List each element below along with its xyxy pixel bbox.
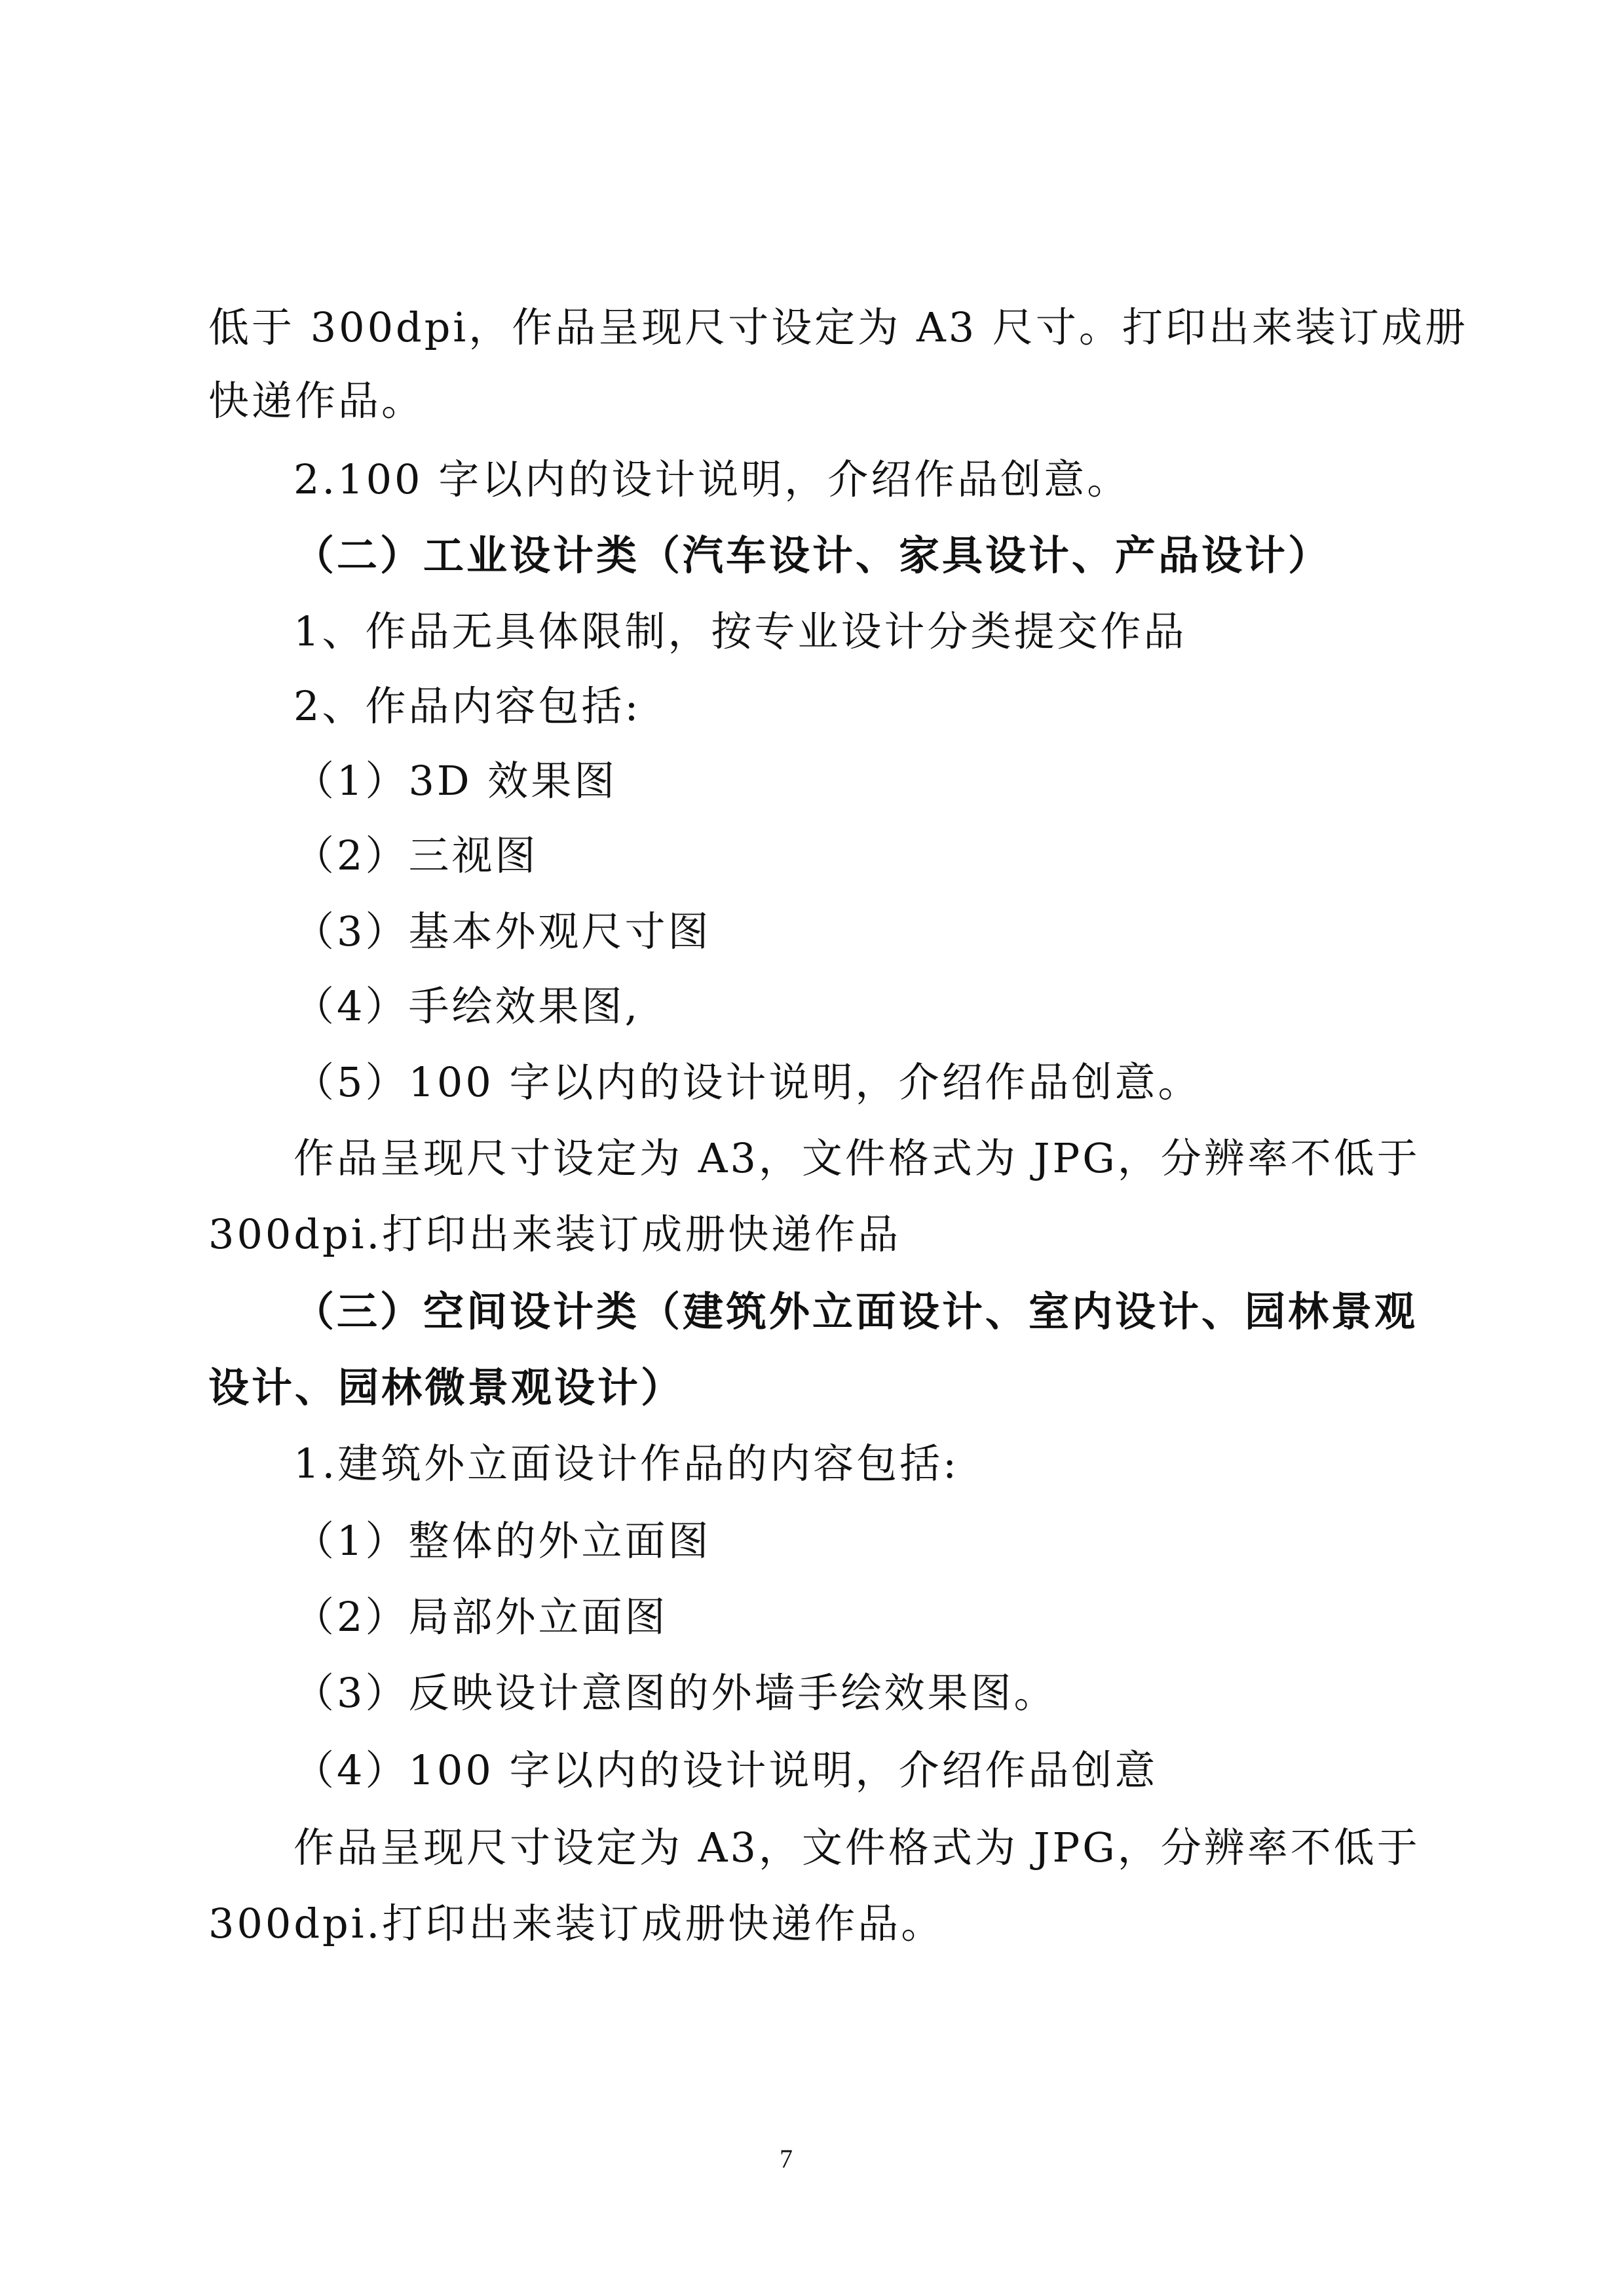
list-item: （2）局部外立面图: [293, 1593, 668, 1641]
paragraph-line: 作品呈现尺寸设定为 A3，文件格式为 JPG，分辨率不低于: [293, 1824, 1420, 1871]
list-item: （1）整体的外立面图: [293, 1517, 711, 1565]
section-heading: （二）工业设计类（汽车设计、家具设计、产品设计）: [293, 531, 1332, 579]
list-item: （3）基本外观尺寸图: [293, 908, 711, 955]
list-item: （4）100 字以内的设计说明，介绍作品创意: [293, 1746, 1158, 1794]
paragraph-line: 300dpi.打印出来装订成册快递作品。: [208, 1900, 945, 1947]
list-item: （5）100 字以内的设计说明，介绍作品创意。: [293, 1058, 1201, 1106]
section-heading: （三）空间设计类（建筑外立面设计、室内设计、园林景观: [293, 1288, 1418, 1335]
section-heading: 设计、园林微景观设计）: [208, 1364, 685, 1411]
list-item: （3）反映设计意图的外墙手绘效果图。: [293, 1669, 1057, 1717]
paragraph-line: 2.100 字以内的设计说明，介绍作品创意。: [293, 455, 1131, 503]
list-item: （1）3D 效果图: [293, 757, 618, 805]
paragraph-line: 快递作品。: [208, 377, 425, 425]
list-item: 1、作品无具体限制，按专业设计分类提交作品: [293, 607, 1187, 655]
paragraph-line: 300dpi.打印出来装订成册快递作品: [208, 1210, 901, 1258]
paragraph-line: 低于 300dpi，作品呈现尺寸设定为 A3 尺寸。打印出来装订成册: [208, 303, 1468, 351]
page-number: 7: [780, 2144, 793, 2173]
list-item: （4）手绘效果图,: [293, 982, 641, 1030]
paragraph-line: 1.建筑外立面设计作品的内容包括:: [293, 1440, 960, 1487]
list-item: 2、作品内容包括:: [293, 682, 641, 730]
paragraph-line: 作品呈现尺寸设定为 A3，文件格式为 JPG，分辨率不低于: [293, 1134, 1420, 1182]
list-item: （2）三视图: [293, 832, 538, 879]
